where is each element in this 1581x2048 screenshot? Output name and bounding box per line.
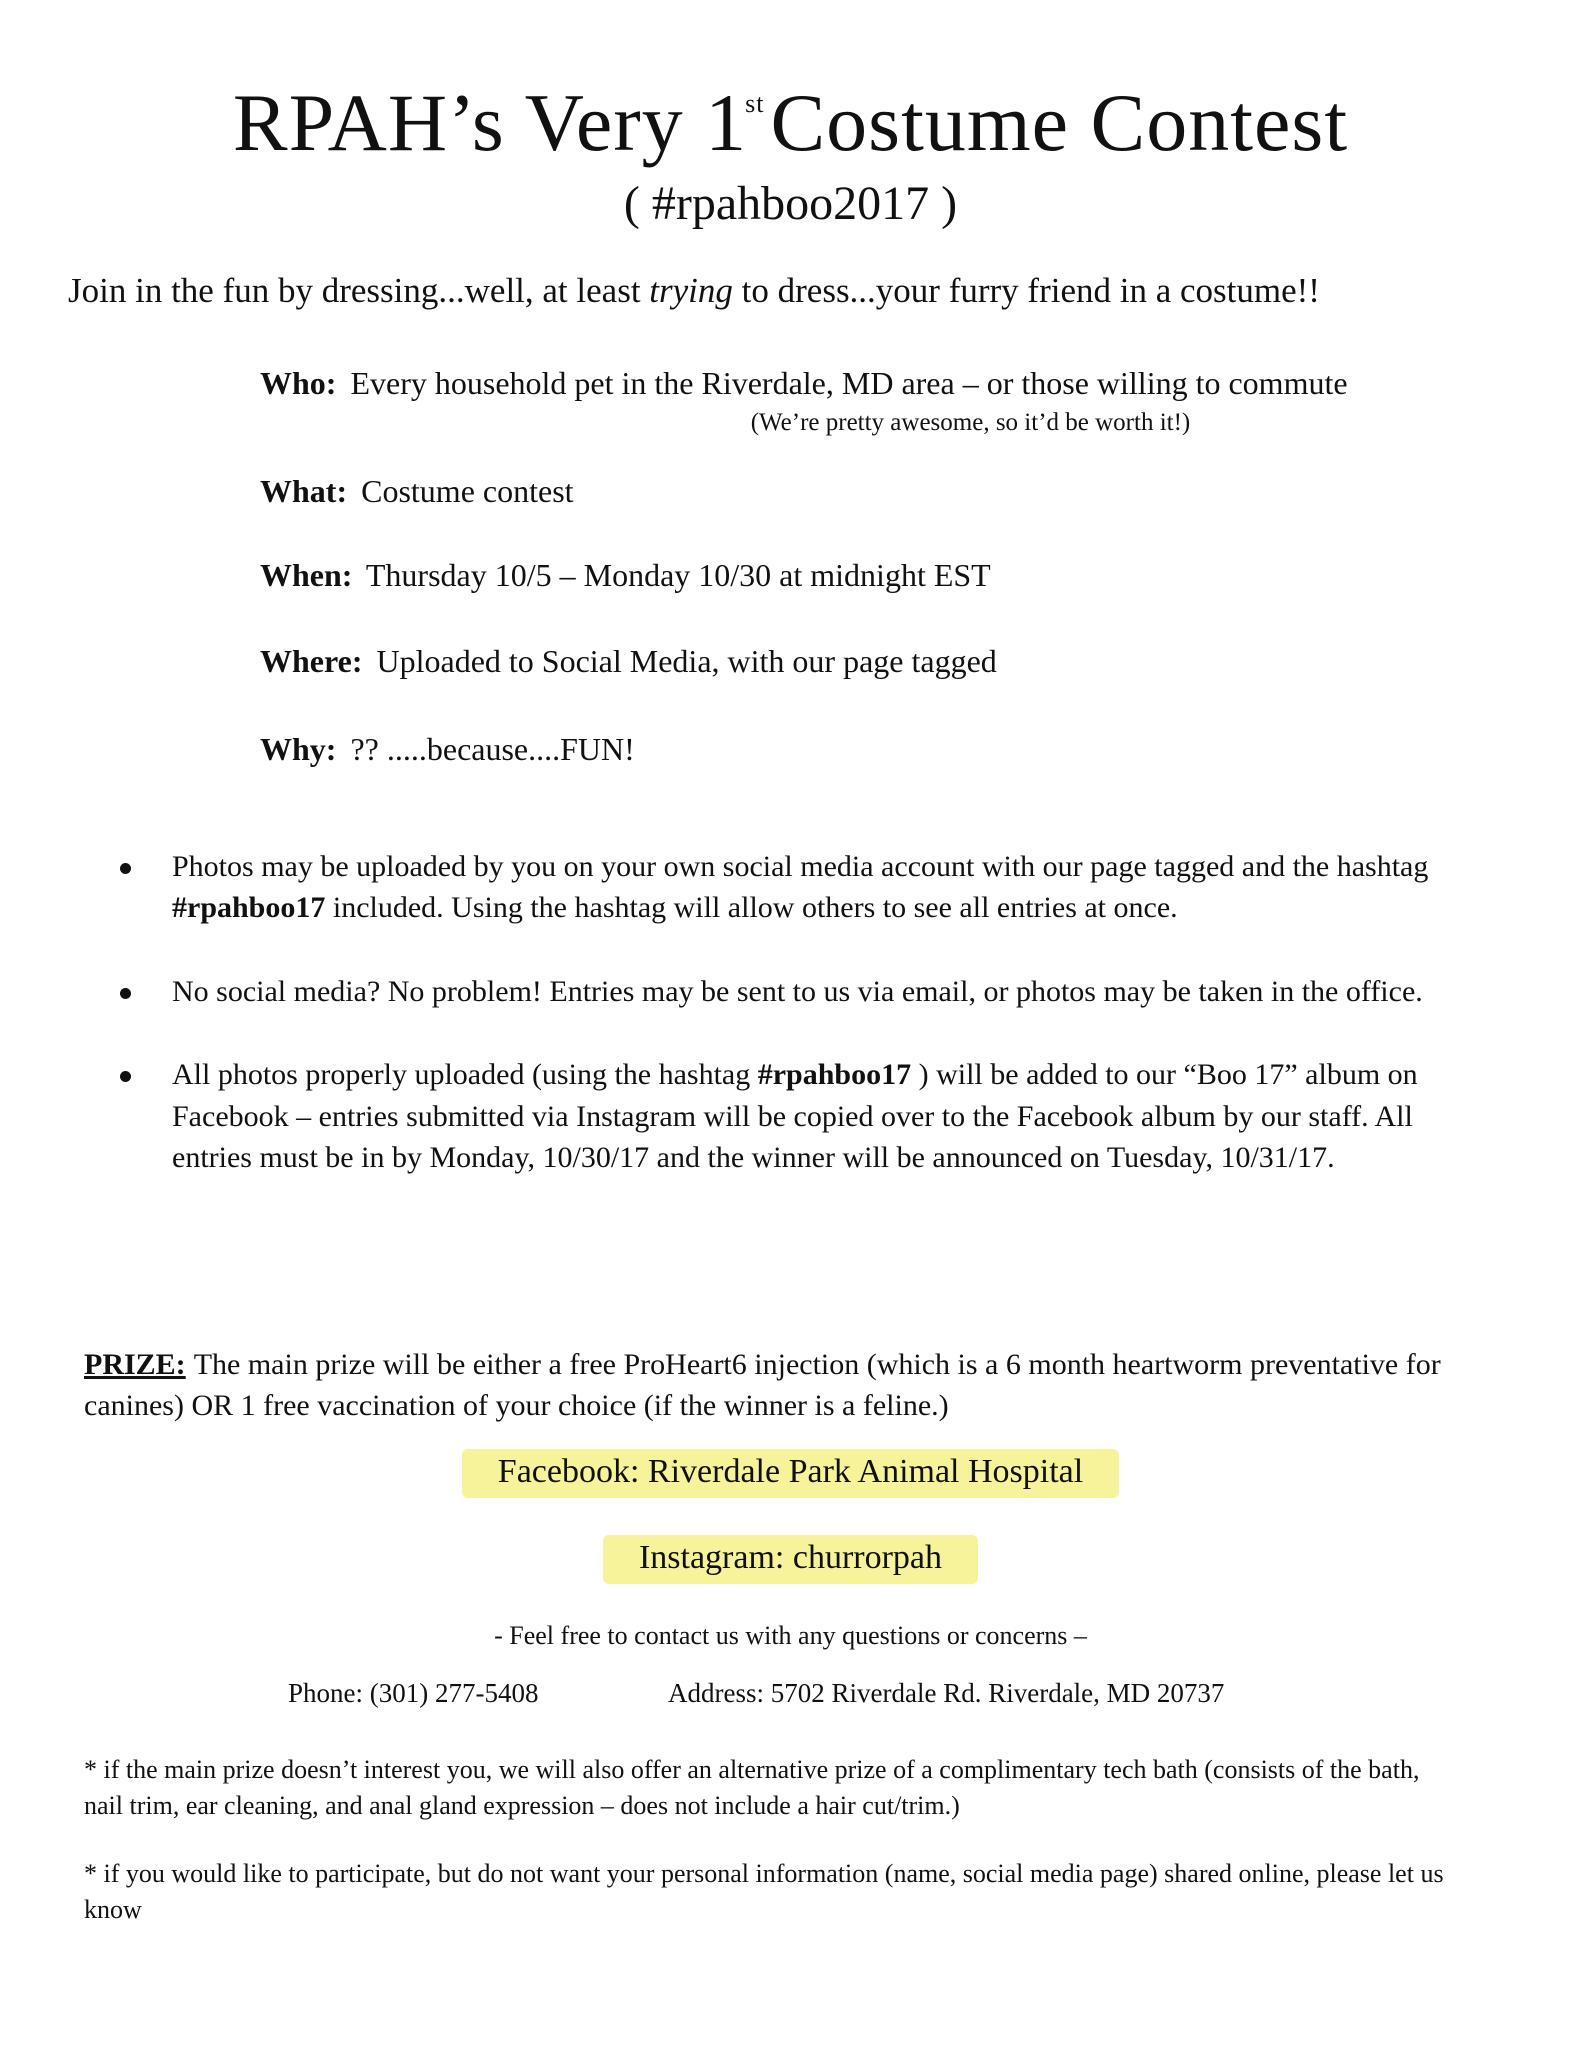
footnote-alternative-prize: * if the main prize doesn’t interest you, we will also offer an alternative prize of a complimentary tech bath (consists of the bath, nail trim, ear cleaning, and anal gland expression – does not include a hair cut/trim.)	[84, 1755, 1420, 1821]
who-value: Every household pet in the Riverdale, MD area – or those willing to commute	[350, 365, 1348, 401]
list-item	[120, 846, 1500, 929]
bullet-1-text-start: Photos may be uploaded by you on your own social media account with our page tagged and the hashtag	[172, 850, 1429, 883]
where-label: Where:	[260, 643, 363, 679]
when-row	[260, 556, 991, 594]
bullet-3-text-end: ) will be added to our “Boo 17” album on Facebook – entries submitted via Instagram will be copied over to the Facebook album by our staff. All entries must be in by Monday, 10/30/17 and the winner will be announced on Tuesday, 10/31/17.	[172, 1058, 1418, 1174]
who-label: Who:	[260, 365, 337, 401]
prize-paragraph	[84, 1344, 1484, 1427]
when-value: Thursday 10/5 – Monday 10/30 at midnight EST	[365, 557, 991, 593]
when-label: When:	[260, 557, 353, 593]
title-text-start: RPAH’s Very 1	[232, 77, 748, 168]
facebook-line	[0, 1452, 1581, 1493]
intro-text	[68, 270, 1521, 312]
facebook-highlight: Facebook: Riverdale Park Animal Hospital	[462, 1449, 1119, 1498]
intro-part-2: to dress...your furry friend in a costume!!	[732, 271, 1320, 310]
list-item	[120, 971, 1500, 1012]
prize-label: PRIZE:	[84, 1348, 186, 1381]
where-value: Uploaded to Social Media, with our page tagged	[376, 643, 997, 679]
title-hashtag: ( #rpahboo2017 )	[623, 177, 958, 230]
intro-emphasis: trying	[649, 271, 733, 310]
intro-part-1: Join in the fun by dressing...well, at least	[68, 271, 650, 310]
bullet-icon	[120, 863, 131, 874]
where-row	[260, 642, 997, 680]
title-superscript: st	[745, 89, 765, 118]
rules-list	[120, 846, 1500, 1220]
what-value: Costume contest	[361, 473, 574, 509]
why-label: Why:	[260, 731, 337, 767]
who-row	[260, 364, 1348, 402]
contact-invitation: - Feel free to contact us with any questions or concerns –	[494, 1621, 1087, 1650]
what-row	[260, 472, 574, 510]
street-address: Address: 5702 Riverdale Rd. Riverdale, MD 20737	[668, 1678, 1225, 1708]
prize-text: The main prize will be either a free ProHeart6 injection (which is a 6 month heartworm preventative for canines) OR 1 free vaccination of your choice (if the winner is a feline.)	[84, 1348, 1441, 1423]
why-value: ?? .....because....FUN!	[350, 731, 635, 767]
bullet-icon	[120, 1071, 131, 1082]
bullet-2-text: No social media? No problem! Entries may be sent to us via email, or photos may be taken in the office.	[172, 974, 1423, 1008]
who-note: (We’re pretty awesome, so it’d be worth it!)	[750, 409, 1191, 436]
bullet-3-text-start: All photos properly uploaded (using the hashtag	[172, 1058, 758, 1092]
instagram-line	[0, 1538, 1581, 1579]
page-title	[0, 78, 1581, 168]
bullet-1-text-end: included. Using the hashtag will allow others to see all entries at once.	[325, 891, 1178, 925]
list-item	[120, 1054, 1500, 1178]
title-text-end: Costume Contest	[770, 77, 1349, 168]
footnote-privacy: * if you would like to participate, but do not want your personal information (name, social media page) shared online, please let us know	[84, 1859, 1444, 1925]
bullet-icon	[120, 988, 131, 999]
phone-number: Phone: (301) 277-5408	[288, 1678, 539, 1708]
bullet-1-hashtag: #rpahboo17	[172, 891, 326, 925]
instagram-highlight: Instagram: churrorpah	[603, 1535, 978, 1584]
why-row	[260, 730, 635, 768]
what-label: What:	[260, 473, 348, 509]
bullet-3-hashtag: #rpahboo17	[757, 1058, 912, 1092]
